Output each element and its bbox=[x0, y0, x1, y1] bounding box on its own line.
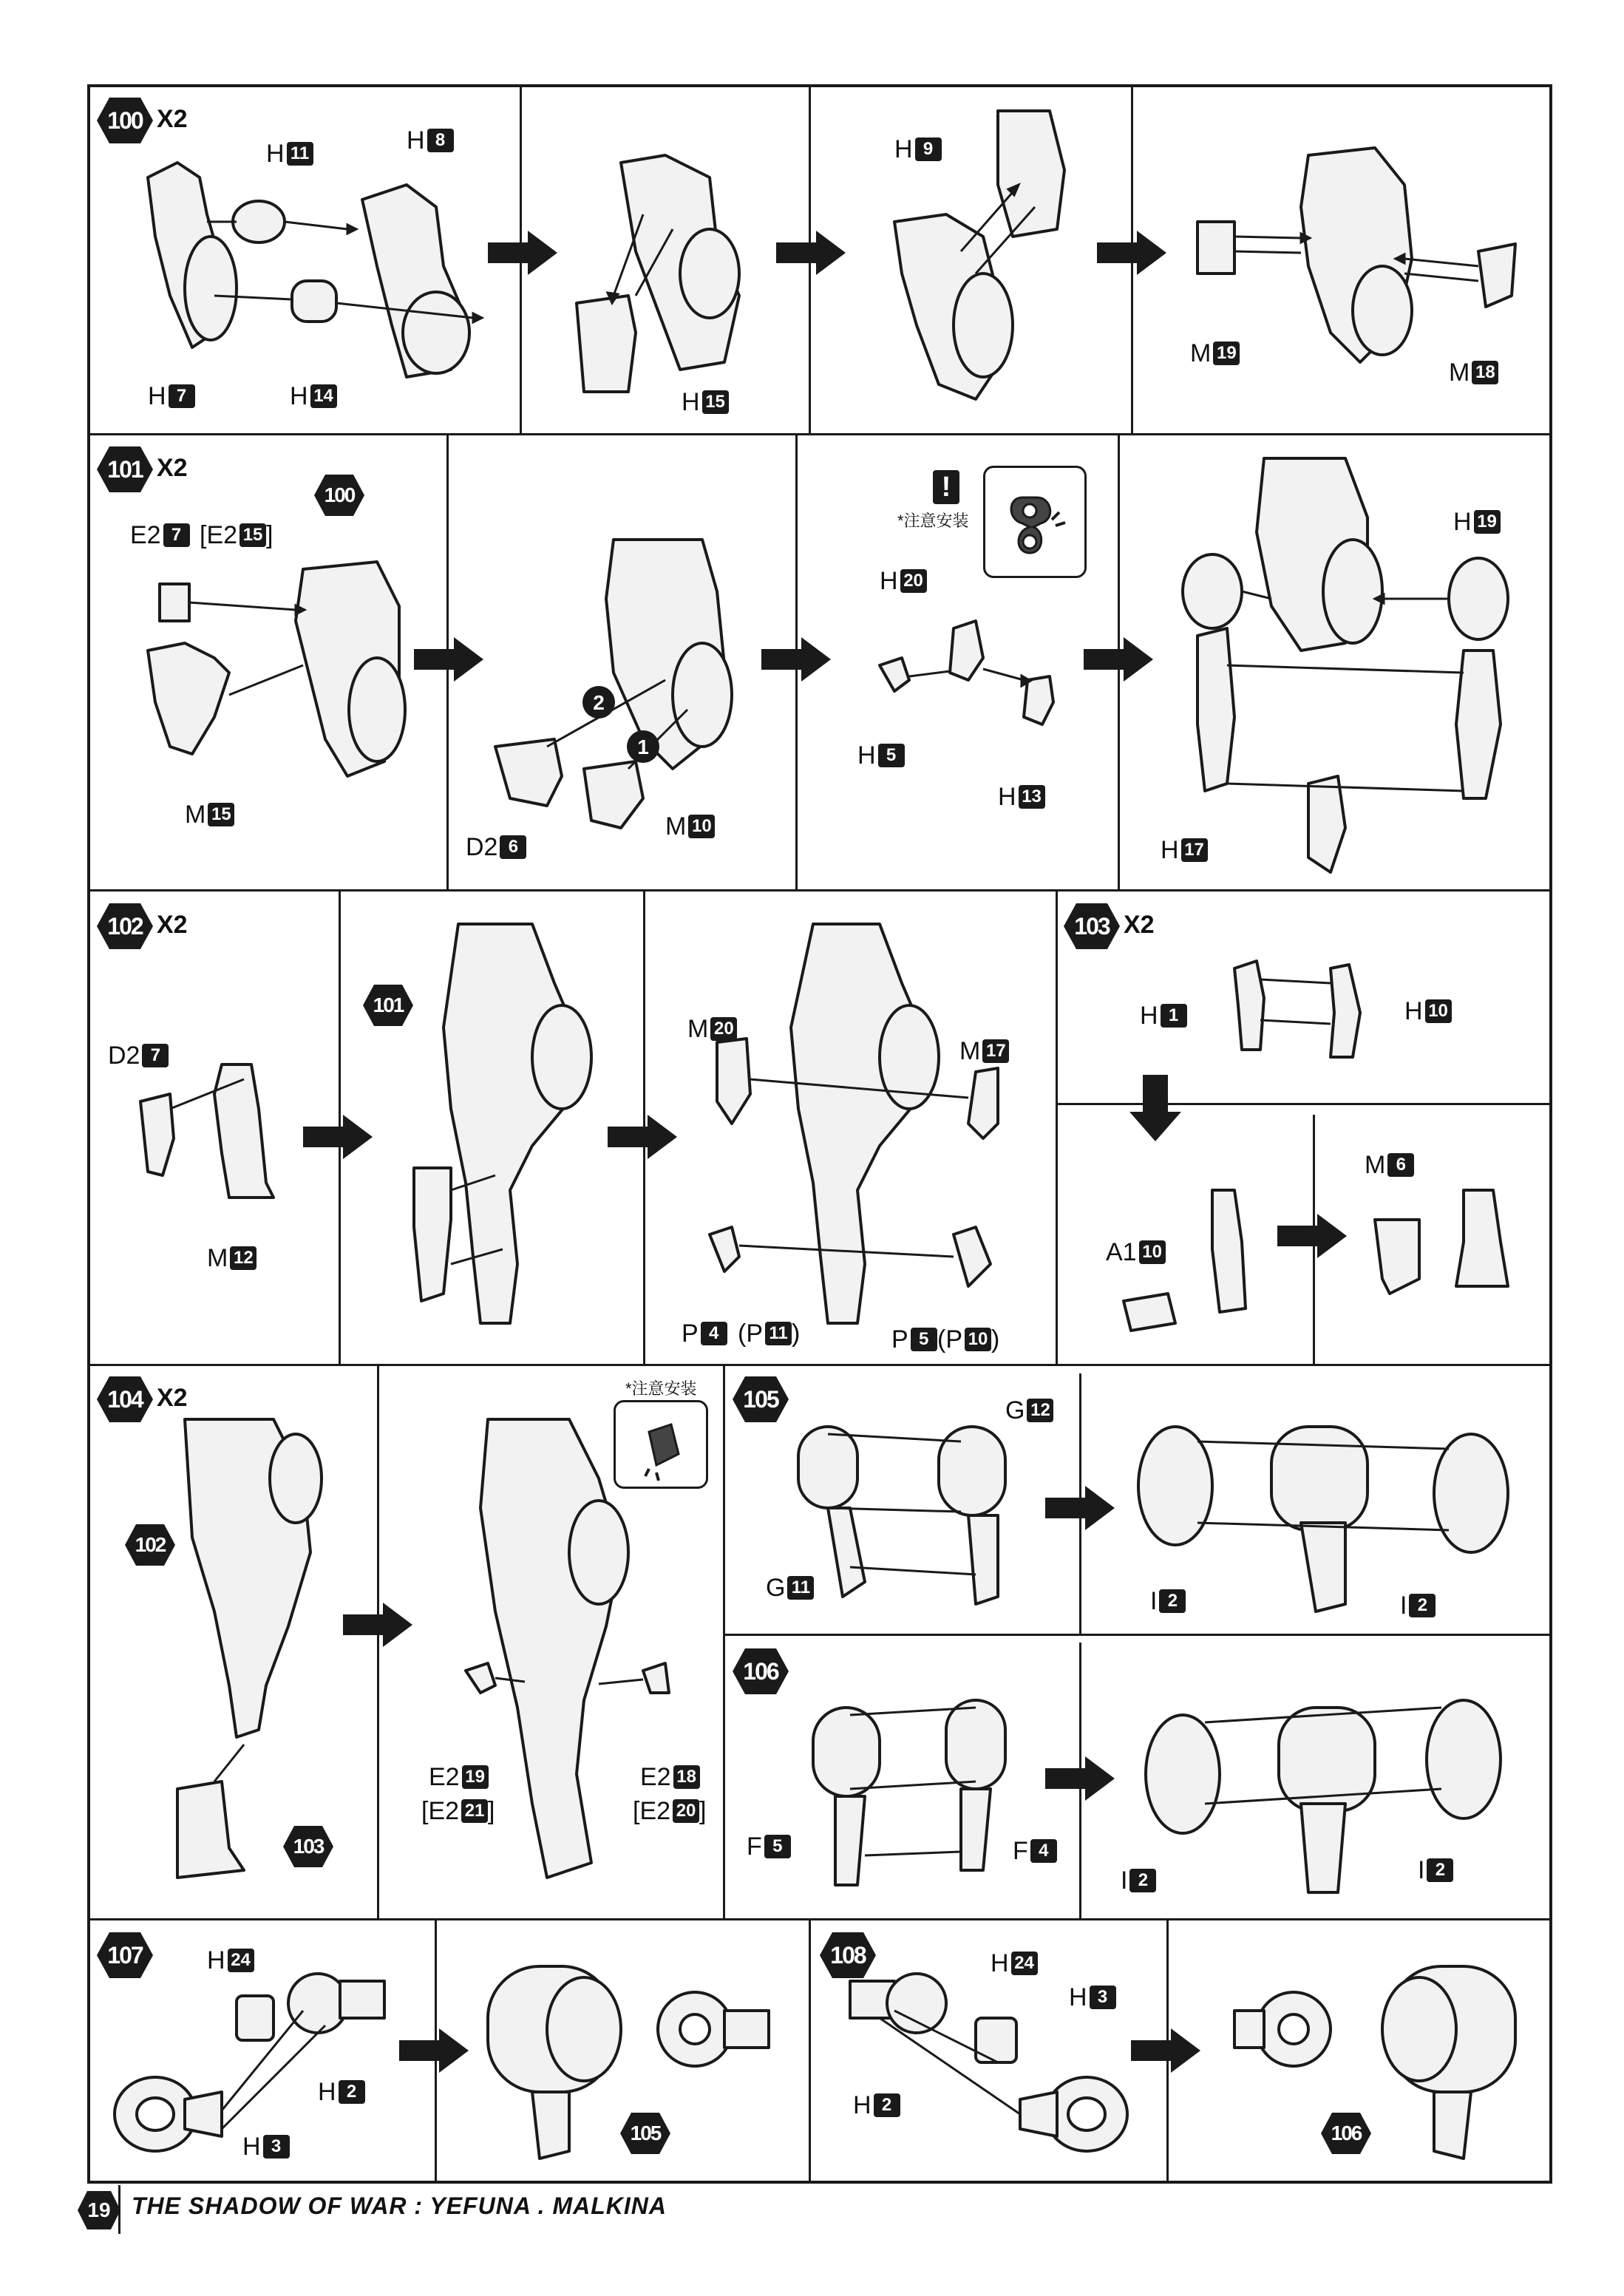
part-label: H 3 bbox=[1069, 1981, 1116, 2012]
joint-part-illustration bbox=[784, 1412, 1020, 1619]
part-label: I 2 bbox=[1418, 1854, 1453, 1885]
link-part-icon bbox=[985, 468, 1084, 576]
part-label: A1 10 bbox=[1106, 1236, 1166, 1267]
step-number: 103 bbox=[1074, 913, 1110, 940]
down-arrow-icon bbox=[1129, 1075, 1181, 1141]
step-number: 102 bbox=[107, 913, 143, 940]
notice-box bbox=[614, 1400, 708, 1489]
part-label: G 12 bbox=[1005, 1394, 1053, 1425]
flow-arrow-icon bbox=[1277, 1214, 1347, 1258]
armor-part-illustration bbox=[480, 532, 761, 857]
part-label: (P 10 ) bbox=[937, 1325, 1000, 1354]
armor-part-illustration bbox=[126, 148, 510, 392]
page-number-badge bbox=[77, 2190, 121, 2231]
step-number: 101 bbox=[107, 456, 143, 483]
armor-part-illustration bbox=[126, 1050, 296, 1234]
notice-text: *注意安装 bbox=[897, 512, 969, 530]
part-label: I 2 bbox=[1121, 1864, 1156, 1895]
step-multiplier: X2 bbox=[157, 105, 188, 133]
part-label: H 2 bbox=[853, 2089, 900, 2120]
part-label: (P 11 ) bbox=[738, 1319, 801, 1348]
part-label: [E2 21 ] bbox=[421, 1797, 495, 1826]
joint-part-illustration bbox=[798, 1685, 1035, 1907]
part-label: H 17 bbox=[1161, 834, 1208, 865]
part-label: H 11 bbox=[266, 137, 313, 169]
row-divider-3 bbox=[87, 1364, 1552, 1366]
part-label: M 18 bbox=[1449, 356, 1498, 387]
step-number: 104 bbox=[107, 1386, 143, 1413]
part-label: E2 7 bbox=[130, 519, 190, 550]
step-106-marker bbox=[732, 1647, 789, 1696]
leg-part-illustration bbox=[384, 909, 606, 1345]
armor-part-illustration bbox=[133, 517, 429, 798]
part-label: I 2 bbox=[1150, 1585, 1186, 1616]
ref-marker-101: 101 bbox=[362, 983, 414, 1028]
pin-part-icon bbox=[616, 1402, 706, 1487]
flow-arrow-icon bbox=[1097, 231, 1166, 275]
step-102-marker bbox=[96, 902, 154, 951]
part-label: M 10 bbox=[665, 810, 715, 841]
part-label: F 4 bbox=[1013, 1835, 1057, 1866]
part-label: H 2 bbox=[318, 2076, 365, 2107]
step-multiplier: X2 bbox=[1124, 911, 1155, 939]
leg-part-illustration bbox=[148, 1405, 340, 1892]
foot-part-illustration bbox=[1360, 1183, 1530, 1301]
part-label: [E2 20 ] bbox=[633, 1797, 707, 1826]
step-104-marker bbox=[96, 1375, 154, 1424]
part-label: H 8 bbox=[407, 124, 454, 155]
step-multiplier: X2 bbox=[157, 454, 188, 482]
step-multiplier: X2 bbox=[157, 911, 188, 939]
part-label: P 5 bbox=[891, 1323, 937, 1354]
part-label: H 13 bbox=[998, 781, 1045, 812]
step-multiplier: X2 bbox=[157, 1384, 188, 1412]
notice-mark-icon: ! bbox=[933, 470, 959, 504]
order-mark-1: 1 bbox=[637, 736, 649, 758]
part-label: M 6 bbox=[1365, 1149, 1414, 1180]
ref-marker-100: 100 bbox=[313, 473, 365, 517]
flow-arrow-icon bbox=[1084, 637, 1153, 682]
part-label: F 5 bbox=[747, 1830, 791, 1861]
part-label: H 9 bbox=[894, 133, 942, 164]
part-label: P 4 bbox=[682, 1317, 727, 1348]
row-divider-2 bbox=[87, 889, 1552, 891]
flow-arrow-icon bbox=[776, 231, 846, 275]
ref-marker-105: 105 bbox=[619, 2111, 671, 2156]
col-divider bbox=[809, 1918, 811, 2184]
part-label: H 24 bbox=[991, 1947, 1038, 1978]
flow-arrow-icon bbox=[343, 1603, 412, 1647]
part-label: H 3 bbox=[242, 2130, 290, 2161]
step-number: 108 bbox=[830, 1942, 866, 1969]
flow-arrow-icon bbox=[608, 1115, 677, 1159]
notice-text: *注意安装 bbox=[625, 1379, 697, 1398]
part-label: H 10 bbox=[1404, 995, 1452, 1026]
step-103-marker bbox=[1063, 902, 1121, 951]
armor-part-illustration bbox=[562, 148, 754, 399]
col-divider bbox=[723, 1364, 725, 1918]
part-label: H 15 bbox=[682, 386, 729, 417]
part-label: D2 7 bbox=[108, 1039, 169, 1070]
step-number: 107 bbox=[107, 1942, 143, 1969]
footer-divider bbox=[118, 2185, 120, 2234]
row-divider-105-106 bbox=[723, 1634, 1552, 1636]
part-label: M 17 bbox=[959, 1035, 1009, 1066]
part-label: M 19 bbox=[1190, 337, 1240, 368]
step-105-marker bbox=[732, 1375, 789, 1424]
step-100-marker bbox=[96, 96, 154, 145]
joint-part-illustration bbox=[1138, 1678, 1515, 1900]
part-label: H 7 bbox=[148, 380, 195, 411]
part-label: H 14 bbox=[290, 380, 337, 411]
step-number: 105 bbox=[743, 1386, 778, 1413]
step-number: 100 bbox=[107, 107, 143, 134]
page-title: THE SHADOW OF WAR : YEFUNA . MALKINA bbox=[132, 2193, 667, 2219]
flow-arrow-icon bbox=[1045, 1756, 1115, 1801]
part-label: [E2 15 ] bbox=[200, 521, 274, 550]
joint-part-illustration bbox=[1131, 1412, 1515, 1619]
part-label: E2 19 bbox=[429, 1761, 489, 1792]
foot-part-illustration bbox=[1220, 954, 1397, 1064]
step-number: 106 bbox=[743, 1658, 778, 1685]
part-label: E2 18 bbox=[640, 1761, 700, 1792]
joint-part-illustration bbox=[865, 606, 1079, 739]
part-label: G 11 bbox=[766, 1572, 814, 1603]
part-label: M 20 bbox=[687, 1013, 737, 1044]
step-101-marker bbox=[96, 445, 154, 494]
ref-marker-102: 102 bbox=[124, 1523, 176, 1567]
part-label: M 15 bbox=[185, 798, 234, 829]
part-label: H 20 bbox=[880, 565, 927, 596]
ref-marker-106: 106 bbox=[1320, 2111, 1372, 2156]
ball-joint-illustration bbox=[473, 1952, 784, 2166]
part-label: H 1 bbox=[1140, 999, 1187, 1030]
part-label: H 19 bbox=[1453, 506, 1501, 537]
flow-arrow-icon bbox=[303, 1115, 373, 1159]
flow-arrow-icon bbox=[1045, 1486, 1115, 1530]
row-divider-4 bbox=[87, 1918, 1552, 1920]
order-mark-2: 2 bbox=[593, 691, 605, 714]
page-number: 19 bbox=[87, 2198, 111, 2221]
part-label: M 12 bbox=[207, 1242, 256, 1273]
part-label: D2 6 bbox=[466, 831, 526, 862]
ball-joint-illustration bbox=[1220, 1952, 1530, 2166]
part-label: I 2 bbox=[1400, 1589, 1436, 1620]
part-label: H 24 bbox=[207, 1944, 254, 1975]
notice-box bbox=[983, 466, 1087, 578]
part-label: H 5 bbox=[857, 739, 905, 770]
col-divider bbox=[1056, 889, 1058, 1364]
ref-marker-103: 103 bbox=[282, 1824, 334, 1869]
leg-part-illustration bbox=[687, 909, 1013, 1345]
row-divider-1 bbox=[87, 433, 1552, 435]
flow-arrow-icon bbox=[761, 637, 831, 682]
